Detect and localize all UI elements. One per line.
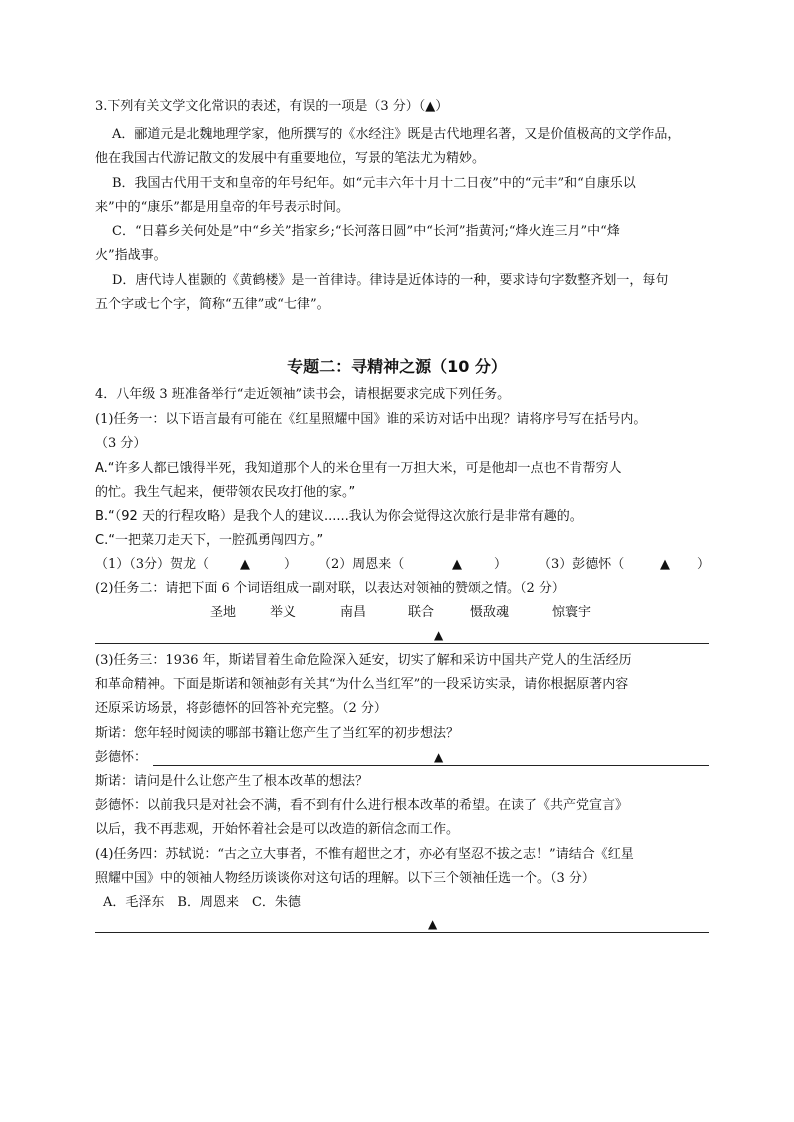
answer-blank-3-marker: ▲ xyxy=(660,557,670,572)
answer-peng-dehuai: （3）彭德怀（ xyxy=(538,557,625,572)
task3-prompt-line2: 和革命精神。下面是斯诺和领袖彭有关其“为什么当红军”的一段采访实录，请你根据原著内容 xyxy=(95,677,629,692)
q3-option-a-line1: A．郦道元是北魏地理学家，他所撰写的《水经注》既是古代地理名著，又是价值极高的文学作品， xyxy=(112,127,681,142)
answer-blank-1-close: ） xyxy=(284,557,298,572)
task4-options: A．毛泽东 B．周恩来 C．朱德 xyxy=(103,895,301,910)
word-4: 联合 xyxy=(408,605,435,620)
section-title: 专题二：寻精神之源（10 分） xyxy=(287,357,507,376)
word-1: 圣地 xyxy=(210,605,237,620)
peng-answer-2-line1: 彭德怀：以前我只是对社会不满，看不到有什么进行根本改革的希望。在读了《共产党宣言》 xyxy=(95,798,629,813)
task3-prompt-line3: 还原采访场景，将彭德怀的回答补充完整。（2 分） xyxy=(95,701,387,716)
q3-option-a-line2: 他在我国古代游记散文的发展中有重要地位，写景的笔法尤为精妙。 xyxy=(95,151,486,166)
task4-prompt-line1: (4)任务四：苏轼说：“古之立大事者，不惟有超世之才，亦必有坚忍不拔之志！”请结合《红星 xyxy=(95,847,634,862)
task2-prompt: (2)任务二：请把下面 6 个词语组成一副对联，以表达对领袖的赞颂之情。（2 分） xyxy=(95,581,565,596)
task3-answer-marker: ▲ xyxy=(434,750,444,764)
answer-blank-3-close: ） xyxy=(697,557,711,572)
q3-option-b-line2: 来”中的“康乐”都是用皇帝的年号表示时间。 xyxy=(95,200,349,215)
quote-c: C.“一把菜刀走天下，一腔孤勇闯四方。” xyxy=(95,533,324,548)
quote-a-line2: 的忙。我生气起来，便带领农民攻打他的家。” xyxy=(95,485,356,500)
task3-prompt-line1: (3)任务三：1936 年，斯诺冒着生命危险深入延安，切实了解和采访中国共产党人的生活经历 xyxy=(95,653,632,668)
snow-question-1: 斯诺：您年轻时阅读的哪部书籍让您产生了当红军的初步想法？ xyxy=(95,726,460,741)
q3-option-c-line2: 火”指战事。 xyxy=(95,248,167,263)
quote-a-line1: A.“许多人都已饿得半死，我知道那个人的米仓里有一万担大米，可是他却一点也不肯帮穷人 xyxy=(95,461,622,476)
peng-answer-label: 彭德怀： xyxy=(95,750,148,765)
word-2: 举义 xyxy=(270,605,297,620)
answer-blank-2-marker: ▲ xyxy=(452,557,462,572)
answer-zhou-enlai: （2）周恩来（ xyxy=(318,557,405,572)
answer-blank-2-close: ） xyxy=(494,557,508,572)
task4-answer-line[interactable] xyxy=(95,932,709,933)
answer-he-long: （1）（3分）贺龙（ xyxy=(95,557,210,572)
answer-blank-1-marker: ▲ xyxy=(240,557,250,572)
task4-prompt-line2: 照耀中国》中的领袖人物经历谈谈你对这句话的理解。以下三个领袖任选一个。（3 分） xyxy=(95,871,595,886)
quote-b: B.“（92 天的行程攻略）是我个人的建议......我认为你会觉得这次旅行是非常有趣的。 xyxy=(95,509,583,524)
q3-option-d-line2: 五个字或七个字，简称“五律”或“七律”。 xyxy=(95,297,330,312)
q4-intro: 4．八年级 3 班准备举行“走近领袖”读书会，请根据要求完成下列任务。 xyxy=(95,387,511,402)
q3-option-d-line1: D．唐代诗人崔颢的《黄鹤楼》是一首律诗。律诗是近体诗的一种，要求诗句字数整齐划一，每句 xyxy=(112,273,669,288)
snow-question-2: 斯诺：请问是什么让您产生了根本改革的想法？ xyxy=(95,774,369,789)
word-5: 慑敌魂 xyxy=(470,605,510,620)
task2-answer-line[interactable] xyxy=(95,643,709,644)
task4-answer-marker: ▲ xyxy=(428,917,438,931)
q3-stem: 3.下列有关文学文化常识的表述，有误的一项是（3 分）（▲） xyxy=(95,99,449,114)
q3-option-c-line1: C．“日暮乡关何处是”中“乡关”指家乡;“长河落日圆”中“长河”指黄河;“烽火连三月”中“烽 xyxy=(112,224,620,239)
word-3: 南昌 xyxy=(340,605,367,620)
task3-answer-line[interactable] xyxy=(153,765,709,766)
task1-prompt-line1: (1)任务一：以下语言最有可能在《红星照耀中国》谁的采访对话中出现？请将序号写在括号内。 xyxy=(95,412,647,427)
task1-prompt-line2: （3 分） xyxy=(95,436,147,451)
word-6: 惊寰宇 xyxy=(552,605,592,620)
q3-option-b-line1: B．我国古代用干支和皇帝的年号纪年。如“元丰六年十月十二日夜”中的“元丰”和“自康乐以 xyxy=(112,176,636,191)
peng-answer-2-line2: 以后，我不再悲观，开始怀着社会是可以改造的新信念而工作。 xyxy=(95,822,460,837)
task2-answer-marker: ▲ xyxy=(434,628,444,642)
